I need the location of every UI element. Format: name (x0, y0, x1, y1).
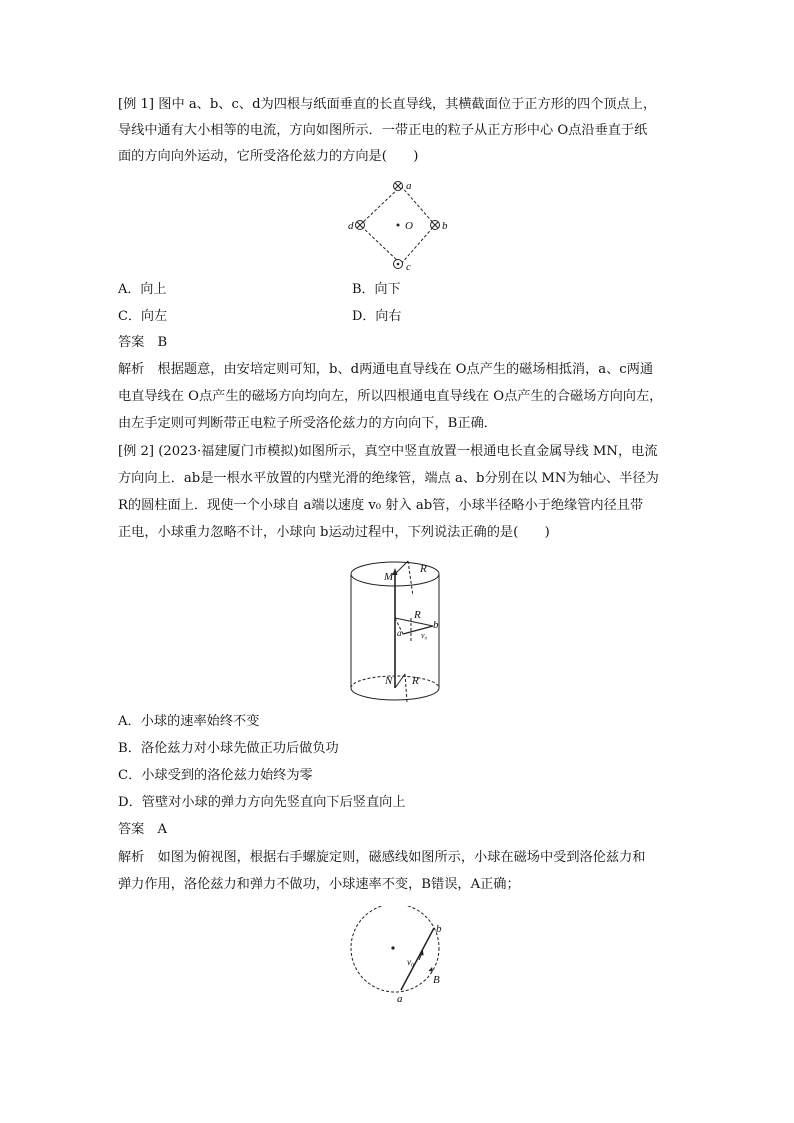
example2-line-1: [例 2] (2023·福建厦门市模拟)如图所示，真空中竖直放置一根通电长直金属导线 MN，电流 (118, 444, 658, 459)
example1-answer: 答案 B (118, 335, 168, 350)
wire-c-out-of-page-icon (394, 260, 403, 269)
label-v0-top-view: v₀ (407, 957, 415, 967)
axis-point-icon (391, 946, 394, 949)
example2-line-4: 正电，小球重力忽略不计，小球向 b运动过程中，下列说法正确的是( ) (118, 525, 550, 540)
label-B-top-view: B (433, 974, 440, 986)
example2-option-b: B．洛伦兹力对小球先做正功后做负功 (118, 741, 339, 756)
label-R-bottom: R (412, 675, 419, 687)
label-c: c (406, 261, 411, 273)
label-N: N (385, 675, 393, 687)
label-a: a (406, 180, 412, 192)
example2-line-2: 方向向上．ab是一根水平放置的内壁光滑的绝缘管，端点 a、b分别在以 MN为轴心、半径为 (118, 471, 659, 486)
label-a-tube: a (397, 628, 402, 638)
example1-analysis-2: 电直导线在 O点产生的磁场方向均向左，所以四根通电直导线在 O点产生的合磁场方向向左， (118, 389, 663, 404)
figure-cylinder (345, 556, 450, 708)
example2-line-3: R的圆柱面上．现使一个小球自 a端以速度 v₀ 射入 ab管，小球半径略小于绝缘管内径且带 (118, 498, 644, 513)
label-a-top-view: a (397, 993, 403, 1005)
label-b-tube: b (433, 619, 439, 631)
example2-option-a: A．小球的速率始终不变 (118, 714, 260, 729)
label-b: b (442, 220, 448, 232)
wire-a-into-page-icon (394, 182, 403, 191)
wire-b-into-page-icon (431, 221, 440, 230)
example1-line-3: 面的方向向外运动，它所受洛伦兹力的方向是( ) (118, 149, 419, 164)
example2-option-d: D．管壁对小球的弹力方向先竖直向下后竖直向上 (118, 795, 406, 810)
example2-analysis-1: 解析 如图为俯视图，根据右手螺旋定则，磁感线如图所示，小球在磁场中受到洛伦兹力和 (118, 850, 646, 865)
example1-option-a: A．向上 (118, 282, 167, 297)
example1-option-c: C．向左 (118, 309, 167, 324)
label-M: M (384, 571, 394, 583)
wire-d-into-page-icon (356, 221, 365, 230)
example1-line-2: 导线中通有大小相等的电流，方向如图所示．一带正电的粒子从正方形中心 O点沿垂直于纸 (118, 123, 648, 138)
label-R-middle: R (414, 609, 421, 621)
label-R-top: R (420, 563, 427, 575)
figure-top-view-circle (340, 906, 460, 1006)
figure-square-wires (340, 178, 460, 273)
label-b-top-view: b (436, 923, 442, 935)
example2-option-c: C．小球受到的洛伦兹力始终为零 (118, 768, 313, 783)
center-point-icon (397, 224, 400, 227)
label-d: d (348, 220, 354, 232)
label-o: O (405, 220, 413, 232)
example1-option-d: D．向右 (352, 309, 402, 324)
example1-line-1: [例 1] 图中 a、b、c、d为四根与纸面垂直的长直导线，其横截面位于正方形的四个顶点上， (118, 97, 657, 112)
example2-answer: 答案 A (118, 822, 168, 837)
field-direction-arrow-icon (429, 967, 434, 972)
example1-option-b: B．向下 (352, 282, 401, 297)
label-v0-tube: v₀ (421, 631, 428, 640)
example2-analysis-2: 弹力作用，洛伦兹力和弹力不做功，小球速率不变，B错误，A正确； (118, 877, 520, 892)
example1-analysis-1: 解析 根据题意，由安培定则可知，b、d两通电直导线在 O点产生的磁场相抵消，a、c两通 (118, 362, 654, 377)
example1-analysis-3: 由左手定则可判断带正电粒子所受洛伦兹力的方向向下，B正确． (118, 416, 497, 431)
